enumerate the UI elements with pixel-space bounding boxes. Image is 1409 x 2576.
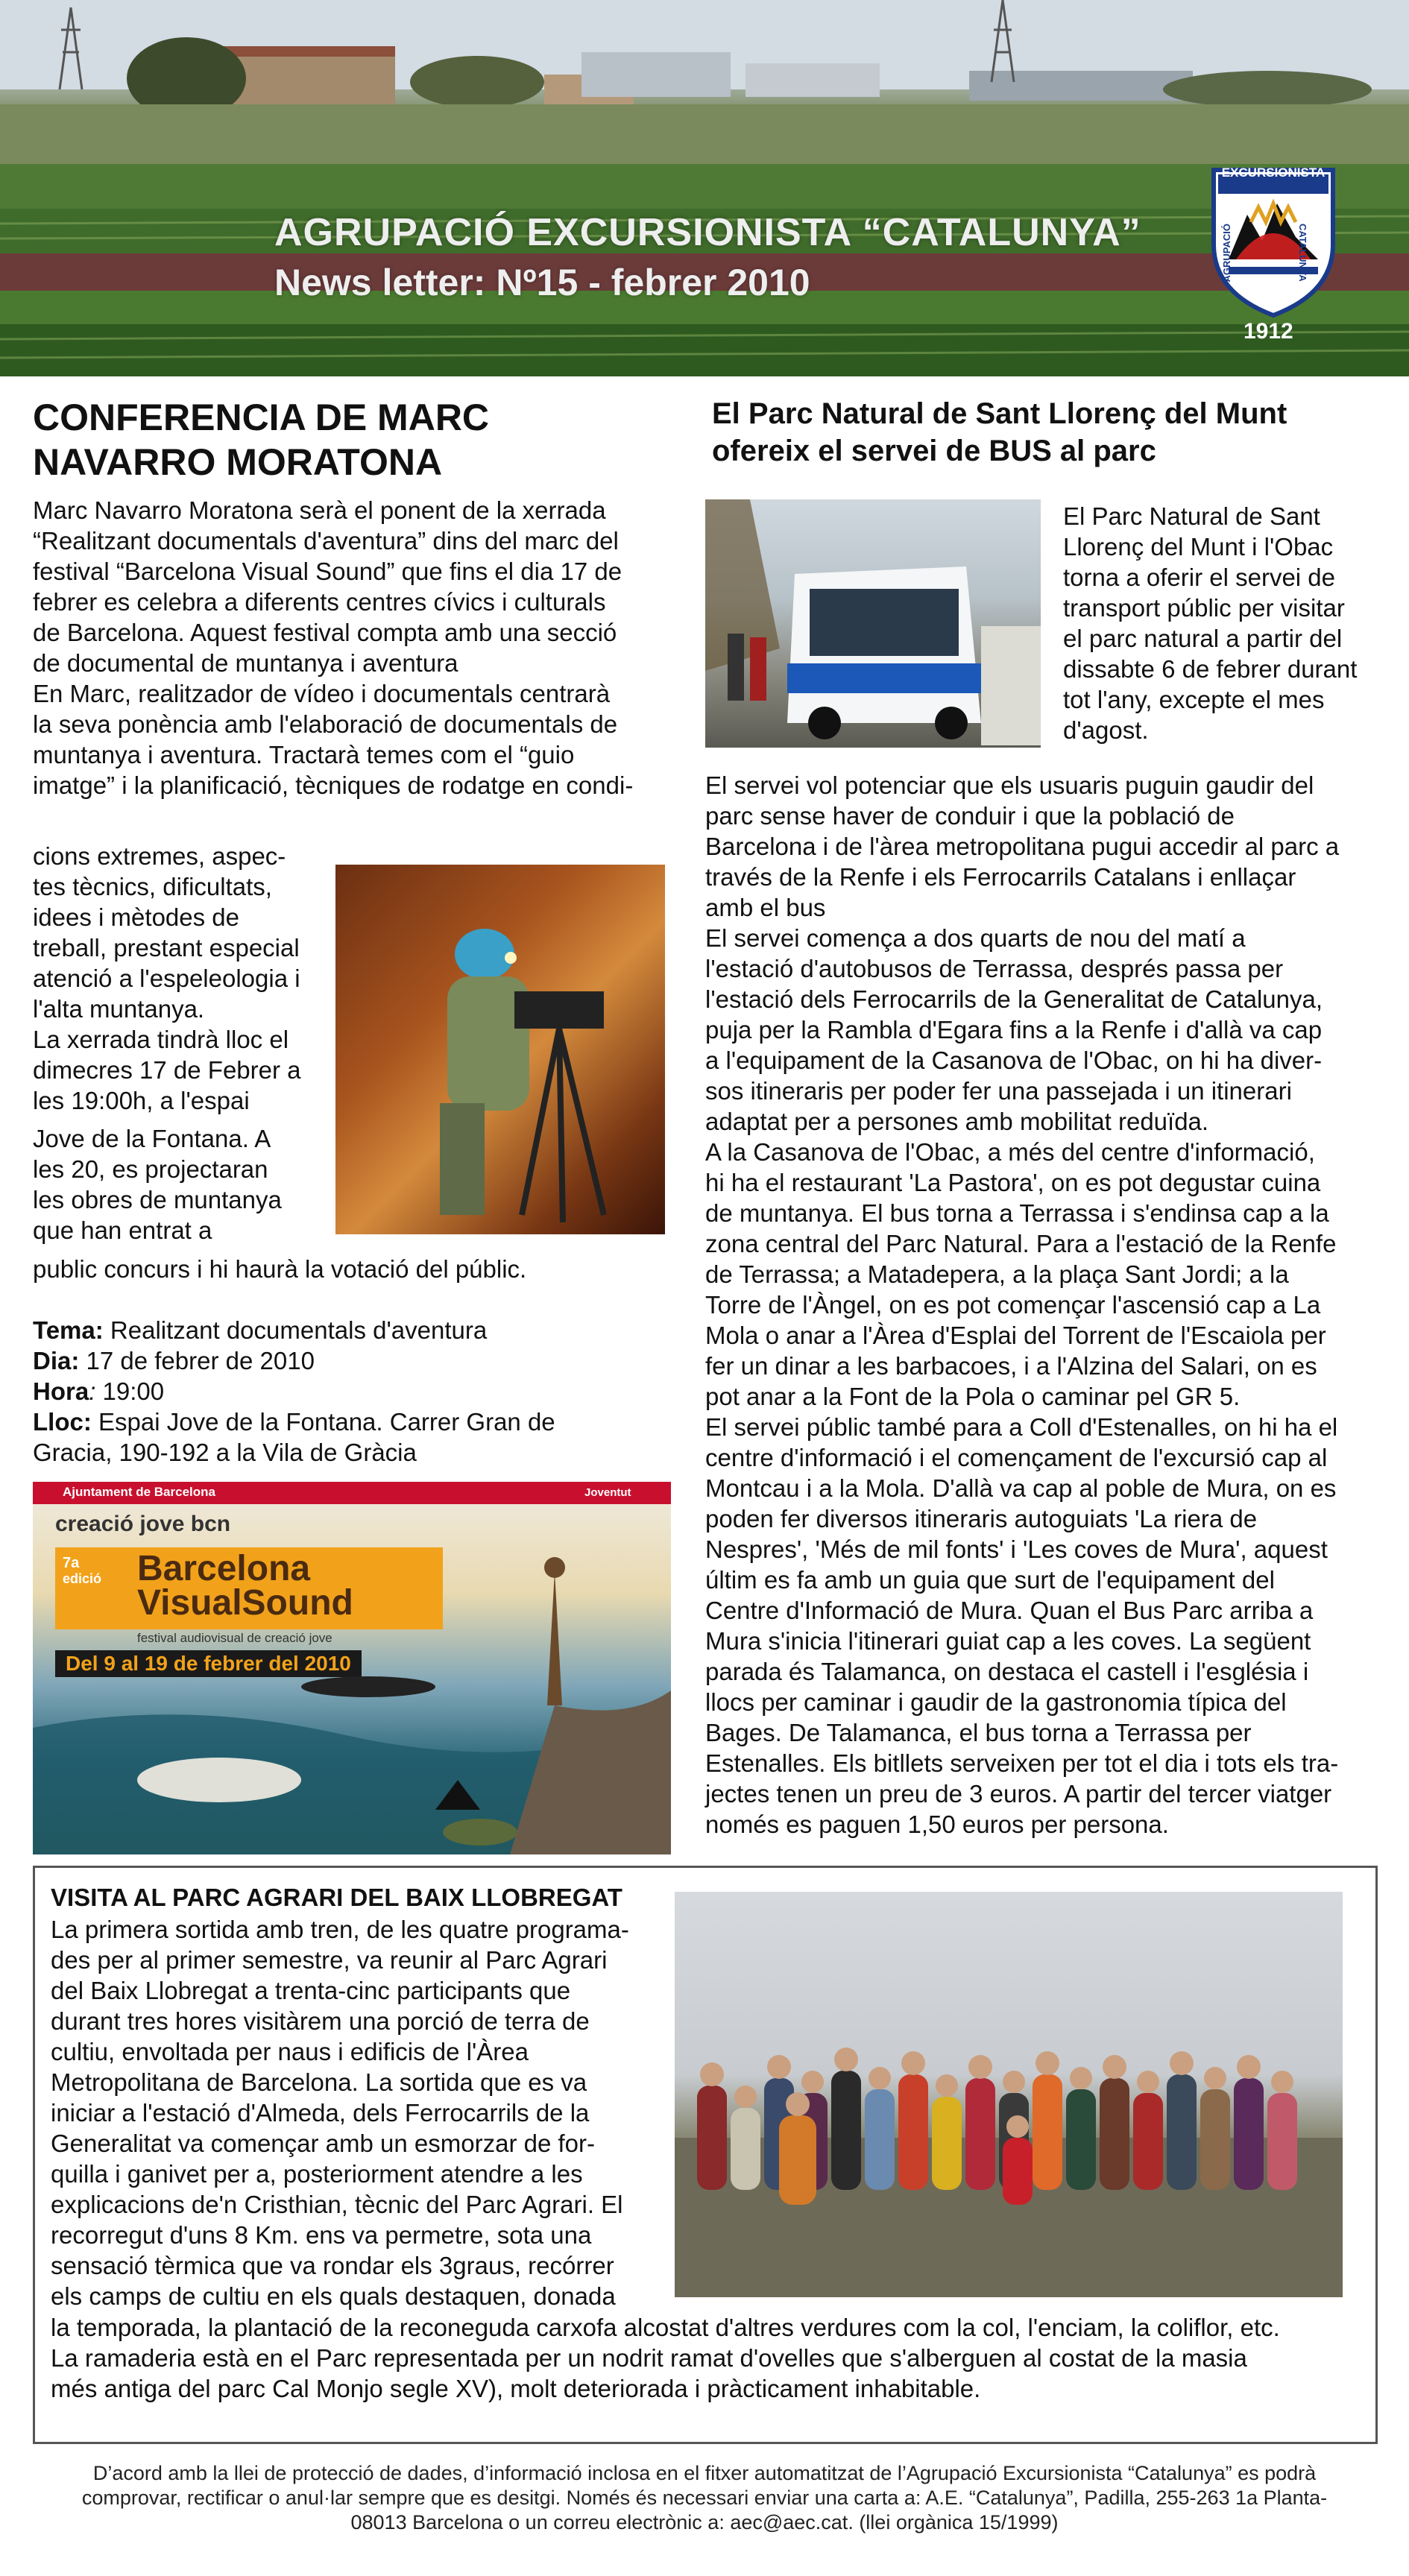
text-line: centre d'informació i el començament de l'excursió cap al [705, 1444, 1328, 1471]
text-line: atenció a l'espeleologia i [33, 965, 300, 992]
text-line: cions extremes, aspec- [33, 842, 286, 870]
text-line: a l'equipament de la Casanova de l'Obac, on hi ha diver- [705, 1046, 1323, 1074]
privacy-footer [30, 2461, 1379, 2535]
poster-edition-2: edició [63, 1571, 102, 1586]
text-line: El Parc Natural de Sant [1063, 502, 1320, 530]
parc-body [705, 770, 1376, 1840]
text-line: imatge” i la planificació, tècniques de rodatge en condi- [33, 771, 634, 799]
text-line: idees i mètodes de [33, 903, 240, 931]
caver-filming-photo [335, 865, 665, 1234]
parc-title-line-1: El Parc Natural de Sant Llorenç del Munt [712, 397, 1287, 430]
text-line: A la Casanova de l'Obac, a més del centre d'informació, [705, 1138, 1315, 1166]
poster-brand: creació jove bcn [55, 1512, 231, 1536]
text-line: La primera sortida amb tren, de les quatre programa- [51, 1916, 629, 1943]
newsletter-title: AGRUPACIÓ EXCURSIONISTA “CATALUNYA” [274, 211, 1141, 254]
barcelona-visual-sound-poster [33, 1482, 671, 1854]
group-photo-parc-agrari [675, 1892, 1343, 2297]
text-line: del Baix Llobregat a trenta-cinc participants que [51, 1977, 571, 2004]
text-line: que han entrat a [33, 1216, 212, 1244]
text-line: adaptat per a persones amb mobilitat reduïda. [705, 1108, 1209, 1135]
text-line: d'agost. [1063, 716, 1149, 744]
text-line: últim es fa amb un guia que surt de l'equipament del [705, 1566, 1275, 1594]
poster-edition-1: 7a [63, 1555, 80, 1571]
poster-org: Ajuntament de Barcelona [63, 1485, 215, 1499]
footer-line: 08013 Barcelona o un correu electrònic a: aec@aec.cat. (llei orgànica 15/1999) [350, 2511, 1059, 2534]
text-line: l'estació dels Ferrocarrils de la Generalitat de Catalunya, [705, 985, 1323, 1013]
hora-label: Hora [33, 1377, 89, 1405]
text-line: pot anar a la Font de la Pola o caminar pel GR 5. [705, 1383, 1241, 1410]
text-line: poden fer diversos itineraris autoguiats 'La riera de [705, 1505, 1258, 1532]
dia-value: 17 de febrer de 2010 [79, 1347, 315, 1374]
text-line: Generalitat va començar amb un esmorzar de for- [51, 2130, 595, 2157]
poster-dates: Del 9 al 19 de febrer del 2010 [55, 1650, 362, 1677]
text-line: de documental de muntanya i aventura [33, 649, 458, 677]
text-line: les 19:00h, a l'espai [33, 1087, 250, 1114]
text-line: Nespres', 'Més de mil fonts' i 'Les coves de Mura', aquest [705, 1535, 1328, 1563]
poster-name-2: VisualSound [137, 1583, 353, 1623]
text-line: quilla i ganivet per a, posteriorment atendre a les [51, 2160, 583, 2188]
text-line: Marc Navarro Moratona serà el ponent de la xerrada [33, 496, 606, 524]
newsletter-issue: News letter: Nº15 - febrer 2010 [274, 262, 810, 303]
event-details [33, 1315, 674, 1468]
text-line: els camps de cultiu en els quals destaquen, donada [51, 2282, 616, 2310]
text-fragment: la temporada, la plantació de la reconeguda carxofa [51, 2314, 617, 2341]
text-line: dimecres 17 de Febrer a [33, 1056, 301, 1084]
text-line: El servei comença a dos quarts de nou del matí a [705, 924, 1246, 952]
text-line: de muntanya. El bus torna a Terrassa i s'endinsa cap a la [705, 1199, 1329, 1227]
poster-org-right: Joventut [584, 1486, 631, 1499]
text-line: zona central del Parc Natural. Para a l'estació de la Renfe [705, 1230, 1337, 1257]
park-bus-photo [705, 499, 1041, 748]
text-line: de Terrassa; a Matadepera, a la plaça Sant Jordi; a la [705, 1260, 1289, 1288]
text-line: Mola o anar a l'Àrea d'Esplai del Torrent de l'Escaiola per [705, 1322, 1326, 1349]
hora-sep: : [89, 1377, 96, 1405]
text-line: Metropolitana de Barcelona. La sortida que es va [51, 2068, 587, 2096]
text-line: Bages. De Talamanca, el bus torna a Terrassa per [705, 1719, 1252, 1746]
text-line: només es paguen 1,50 euros per persona. [705, 1811, 1169, 1838]
founding-year: 1912 [1243, 319, 1293, 344]
text-line: Montcau i a la Mola. D'allà va cap al poble de Mura, on es [705, 1474, 1337, 1502]
event-hora [33, 1376, 674, 1407]
text-line: explicacions de'n Cristhian, tècnic del Parc Agrari. El [51, 2191, 623, 2218]
parc-heading [712, 395, 1368, 470]
text-line: parada és Talamanca, on destaca el castell i l'església i [705, 1658, 1309, 1685]
text-line: sensació tèrmica que va rondar els 3graus, recórrer [51, 2252, 614, 2279]
text-line: hi ha el restaurant 'La Pastora', on es pot degustar cuina [705, 1169, 1321, 1196]
poster-tagline: festival audiovisual de creació jove [137, 1631, 332, 1645]
text-line: La xerrada tindrà lloc el [33, 1026, 289, 1053]
text-line: puja per la Rambla d'Egara fins a la Renfe i d'allà va cap [705, 1016, 1323, 1044]
event-lloc [33, 1407, 674, 1437]
text-line: El servei públic també para a Coll d'Estenalles, on hi ha el [705, 1413, 1338, 1441]
visita-closing [51, 2343, 1363, 2404]
text-line: “Realitzant documentals d'aventura” dins del marc del [33, 527, 619, 555]
text-line: Barcelona i de l'àrea metropolitana pugui accedir al parc a [705, 833, 1340, 860]
conferencia-heading [33, 395, 489, 484]
text-line: l'alta muntanya. [33, 995, 205, 1023]
text-line: les 20, es projectaran [33, 1155, 268, 1183]
text-line: El servei vol potenciar que els usuaris puguin gaudir del [705, 771, 1314, 799]
footer-line: comprovar, rectificar o anul·lar sempre que es desitgi. Només és necessari enviar una carta a: A.E. “Catalunya”, Padilla, 255-263 1a Planta- [81, 2487, 1328, 2509]
text-line: l'estació d'autobusos de Terrassa, després passa per [705, 955, 1284, 982]
text-line: la seva ponència amb l'elaboració de documentals de [33, 710, 618, 738]
text-line: fer un dinar a les barbacoes, i a l'Alzina del Salari, on es [705, 1352, 1317, 1380]
poster-name-1: Barcelona [137, 1549, 311, 1588]
text-line: treball, prestant especial [33, 934, 300, 962]
text-line: cultiu, envoltada per naus i edificis de l'Àrea [51, 2038, 529, 2065]
visita-heading: VISITA AL PARC AGRARI DEL BAIX LLOBREGAT [51, 1884, 622, 1911]
emblem-side-text: CATALUNYA [1297, 224, 1308, 282]
text-line: muntanya i aventura. Tractarà temes com el “guio [33, 741, 575, 768]
visita-mixed-line [51, 2312, 1363, 2343]
text-line: Centre d'Informació de Mura. Quan el Bus Parc arriba a [705, 1597, 1314, 1624]
text-line: jectes tenen un preu de 3 euros. A partir del tercer viatger [705, 1780, 1332, 1808]
tema-value: Realitzant documentals d'aventura [103, 1316, 488, 1344]
text-line: des per al primer semestre, va reunir al Parc Agrari [51, 1946, 608, 1974]
footer-line: D’acord amb la llei de protecció de dades, d’informació inclosa en el fitxer automatitzat de l’Agrupació Excursionista “Catalunya” es podrà [92, 2462, 1317, 2484]
text-line: transport públic per visitar [1063, 594, 1345, 622]
text-line: tot l'any, excepte el mes [1063, 686, 1325, 713]
text-line: de Barcelona. Aquest festival compta amb una secció [33, 619, 617, 646]
text-line: Jove de la Fontana. A [33, 1125, 271, 1152]
conferencia-wrap-text [33, 841, 331, 1246]
text-line: més antiga del parc Cal Monjo segle XV), molt deteriorada i pràcticament inhabitable. [51, 2375, 981, 2402]
text-line: Mura s'inicia l'itinerari guiat cap a les coves. La següent [705, 1627, 1311, 1655]
text-line: tes tècnics, dificultats, [33, 873, 272, 900]
text-line: parc sense haver de conduir i que la població de [705, 802, 1235, 830]
text-line: La ramaderia està en el Parc representada per un nodrit ramat d'ovelles que s'alberguen al costat de la masia [51, 2344, 1247, 2372]
visita-body-wrap [51, 1914, 669, 2311]
lloc-label: Lloc: [33, 1408, 92, 1436]
text-line: iniciar a l'estació d'Almeda, dels Ferrocarrils de la [51, 2099, 590, 2127]
text-line: febrer es celebra a diferents centres cívics i culturals [33, 588, 606, 616]
conferencia-title-line-1: CONFERENCIA DE MARC [33, 397, 490, 438]
text-line: les obres de muntanya [33, 1186, 282, 1213]
hora-value: 19:00 [95, 1377, 165, 1405]
text-line: festival “Barcelona Visual Sound” que fins el dia 17 de [33, 558, 622, 585]
conferencia-intro [33, 495, 674, 801]
text-line: torna a oferir el servei de [1063, 564, 1336, 591]
emblem-top-text: EXCURSIONISTA [1221, 165, 1326, 180]
dia-label: Dia: [33, 1347, 80, 1374]
text-line: Estenalles. Els bitllets serveixen per tot el dia i tots els tra- [705, 1749, 1339, 1777]
landscape-photo [0, 0, 1409, 376]
conferencia-closing-line: public concurs i hi haurà la votació del públic. [33, 1255, 527, 1283]
text-line: amb el bus [705, 894, 826, 921]
event-dia [33, 1345, 674, 1376]
text-line: Llorenç del Munt i l'Obac [1063, 533, 1334, 561]
lloc-value-line-2: Gracia, 190-192 a la Vila de Gràcia [33, 1439, 417, 1466]
text-line: el parc natural a partir del [1063, 625, 1343, 652]
lloc-value: Espai Jove de la Fontana. Carrer Gran de [91, 1408, 555, 1436]
text-line: En Marc, realitzador de vídeo i documentals centrarà [33, 680, 611, 707]
conferencia-title-line-2: NAVARRO MORATONA [33, 441, 443, 483]
text-line: llocs per caminar i gaudir de la gastronomia típica del [705, 1688, 1287, 1716]
emblem-side-left-text: AGRUPACIÓ [1221, 224, 1232, 282]
text-line: recorregut d'uns 8 Km. ens va permetre, sota una [51, 2221, 592, 2249]
text-line: durant tres hores visitàrem una porció de terra de [51, 2007, 590, 2035]
parc-intro [1063, 501, 1384, 745]
event-tema [33, 1315, 674, 1345]
text-line: través de la Renfe i els Ferrocarrils Catalans i enllaçar [705, 863, 1296, 891]
text-line: dissabte 6 de febrer durant [1063, 655, 1358, 683]
parc-title-line-2: ofereix el servei de BUS al parc [712, 435, 1156, 467]
header-banner [0, 0, 1409, 376]
tema-label: Tema: [33, 1316, 104, 1344]
text-fragment: alcostat d'altres verdures com la col, l'enciam, la coliflor, etc. [623, 2314, 1280, 2341]
text-line: Torre de l'Àngel, on es pot començar l'ascensió cap a La [705, 1291, 1321, 1319]
text-line: sos itineraris per poder fer una passejada i un itinerari [705, 1077, 1292, 1105]
